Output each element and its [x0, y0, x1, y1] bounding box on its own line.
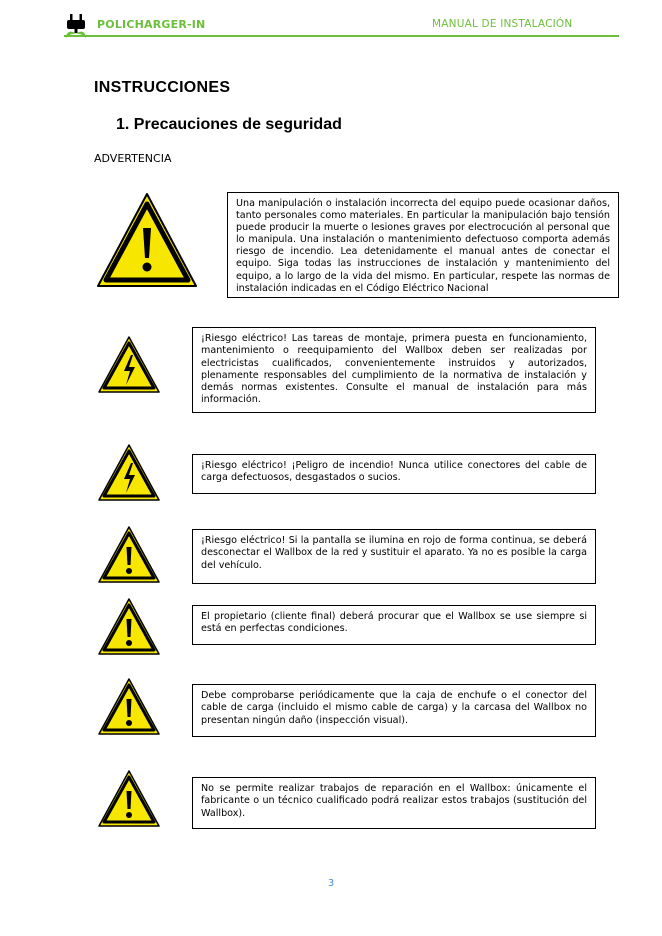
electrical-hazard-icon: [97, 335, 161, 395]
warning-text: Una manipulación o instalación incorrecta del equipo puede ocasionar daños, tanto personales como materiales. En particular la manipulación bajo tensión puede producir la muerte o lesiones graves por electrocución al personal que lo manipula. Una instalación o mantenimiento defectuoso comporta además riesgo de incendio. Lea detenidamente el manual antes de conectar el equipo. Siga todas las instrucciones de instalación y mantenimiento del equipo, a lo largo de la vida del mismo. En particular, respete las normas de instalación indicadas en el Código Eléctrico Nacional: [236, 198, 610, 294]
warning-text: No se permite realizar trabajos de reparación en el Wallbox: únicamente el fabricante o un técnico cualificado podrá realizar estos trabajos (sustitución del Wallbox).: [201, 783, 587, 819]
general-warning-icon: [97, 677, 161, 737]
page-title: INSTRUCCIONES: [94, 79, 231, 96]
warning-label: ADVERTENCIA: [94, 152, 172, 165]
warning-box-1: [227, 192, 619, 298]
page-number: 3: [327, 878, 335, 889]
warning-box-4: [192, 529, 596, 584]
warning-box-2: [192, 327, 596, 413]
brand-name: POLICHARGER-IN: [97, 18, 206, 31]
warning-box-3: [192, 454, 596, 494]
general-warning-icon: [97, 769, 161, 829]
warning-text: Debe comprobarse periódicamente que la caja de enchufe o el conector del cable de carga (incluido el mismo cable de carga) y la carcasa del Wallbox no presentan ningún daño (inspección visual).: [201, 690, 587, 726]
header-divider: [64, 35, 619, 37]
warning-text: ¡Riesgo eléctrico! Si la pantalla se ilumina en rojo de forma continua, se deberá desconectar el Wallbox de la red y sustituir el aparato. Ya no es posible la carga del vehículo.: [201, 535, 587, 571]
manual-title: MANUAL DE INSTALACIÓN: [432, 18, 573, 30]
electrical-hazard-icon: [97, 443, 161, 503]
warning-text: El propietario (cliente final) deberá procurar que el Wallbox se use siempre si está en perfectas condiciones.: [201, 611, 587, 635]
warning-box-6: [192, 684, 596, 737]
warning-box-7: [192, 777, 596, 829]
warning-text: ¡Riesgo eléctrico! Las tareas de montaje, primera puesta en funcionamiento, mantenimiento o reequipamiento del Wallbox deben ser realizadas por electricistas cualificados, convenientemente instruidos y autorizados, plenamente responsables del cumplimiento de la normativa de instalación y demás normas existentes. Consulte el manual de instalación para más información.: [201, 333, 587, 406]
general-warning-icon: [97, 525, 161, 585]
warning-text: ¡Riesgo eléctrico! ¡Peligro de incendio! Nunca utilice conectores del cable de carga defectuosos, desgastados o sucios.: [201, 460, 587, 484]
general-warning-icon: [94, 190, 200, 290]
warning-box-5: [192, 605, 596, 645]
general-warning-icon: [97, 597, 161, 657]
section-title: 1. Precauciones de seguridad: [116, 116, 342, 133]
